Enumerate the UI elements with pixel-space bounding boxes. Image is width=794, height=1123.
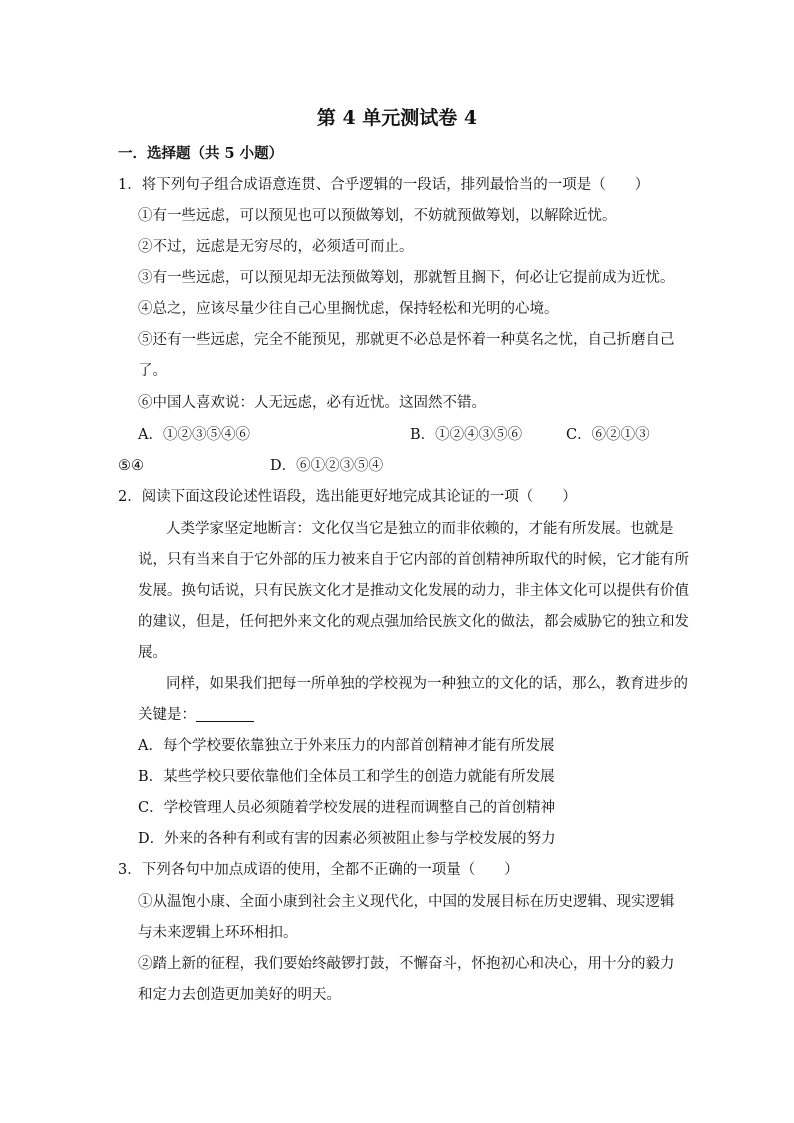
- q2-passage-line: 同样，如果我们把每一所单独的学校视为一种独立的文化的话，那么，教育进步的: [166, 676, 688, 692]
- q2-passage-line: 说，只有当来自于它外部的压力被来自于它内部的首创精神所取代的时候，它才能有所: [138, 552, 689, 568]
- q2-stem: 2．阅读下面这段论述性语段，选出能更好地完成其论证的一项（ ）: [118, 489, 577, 505]
- q1-option-b: B．①②④③⑤⑥: [410, 427, 523, 443]
- answer-blank: [196, 705, 254, 722]
- q1-option-c: C．⑥②①③: [566, 427, 650, 443]
- q2-passage-line: 发展。换句话说，只有民族文化才是推动文化发展的动力，非主体文化可以提供有价值: [138, 583, 689, 599]
- q1-sentence-6: ⑥中国人喜欢说：人无远虑，必有近忧。这固然不错。: [138, 395, 486, 411]
- q1-sentence-3: ③有一些远虑，可以预见却无法预做筹划，那就暂且搁下，何必让它提前成为近忧。: [138, 270, 675, 286]
- q2-option-a: A．每个学校要依靠独立于外来压力的内部首创精神才能有所发展: [138, 738, 555, 754]
- q2-option-b: B．某些学校只要依靠他们全体员工和学生的创造力就能有所发展: [138, 769, 555, 785]
- q2-passage-line: 的建议，但是，任何把外来文化的观点强加给民族文化的做法，都会威胁它的独立和发: [138, 614, 689, 630]
- q1-sentence-1: ①有一些远虑，可以预见也可以预做筹划，不妨就预做筹划，以解除近忧。: [138, 208, 617, 224]
- q2-passage-line: [138, 704, 254, 726]
- q1-sentence-2: ②不过，远虑是无穷尽的，必须适可而止。: [138, 239, 414, 255]
- q1-sentence-4: ④总之，应该尽量少往自己心里搁忧虑，保持轻松和光明的心境。: [138, 301, 559, 317]
- q1-sentence-5-cont: 了。: [138, 363, 167, 379]
- q2-option-c: C．学校管理人员必须随着学校发展的进程而调整自己的首创精神: [138, 800, 556, 816]
- q3-sentence-1-cont: 与未来逻辑上环环相扣。: [138, 925, 298, 941]
- q2-option-d: D．外来的各种有利或有害的因素必须被阻止参与学校发展的努力: [138, 831, 556, 847]
- q3-stem: 3．下列各句中加点成语的使用，全都不正确的一项量（ ）: [118, 862, 519, 878]
- q2-passage-line: 展。: [138, 645, 167, 661]
- q3-sentence-2-cont: 和定力去创造更加美好的明天。: [138, 987, 341, 1003]
- section-heading: 一．选择题（共 5 小题）: [118, 145, 284, 162]
- q1-sentence-5: ⑤还有一些远虑，完全不能预见，那就更不必总是怀着一种莫名之忧，自己折磨自己: [138, 332, 675, 348]
- page-title: 第 4 单元测试卷 4: [316, 107, 478, 129]
- q3-sentence-1: ①从温饱小康、全面小康到社会主义现代化，中国的发展目标在历史逻辑、现实逻辑: [138, 894, 675, 910]
- q3-sentence-2: ②踏上新的征程，我们要始终敲锣打鼓，不懈奋斗，怀抱初心和决心，用十分的毅力: [138, 956, 675, 972]
- q1-option-c-cont: ⑤④: [118, 458, 144, 474]
- q1-option-d: D．⑥①②③⑤④: [270, 458, 384, 474]
- q2-passage-line: 人类学家坚定地断言：文化仅当它是独立的而非依赖的，才能有所发展。也就是: [166, 521, 674, 537]
- q1-stem: 1．将下列句子组合成语意连贯、合乎逻辑的一段话，排列最恰当的一项是（ ）: [118, 177, 650, 193]
- q2-blank-prompt: 关键是：: [138, 707, 196, 723]
- q1-option-a: A．①②③⑤④⑥: [138, 427, 250, 443]
